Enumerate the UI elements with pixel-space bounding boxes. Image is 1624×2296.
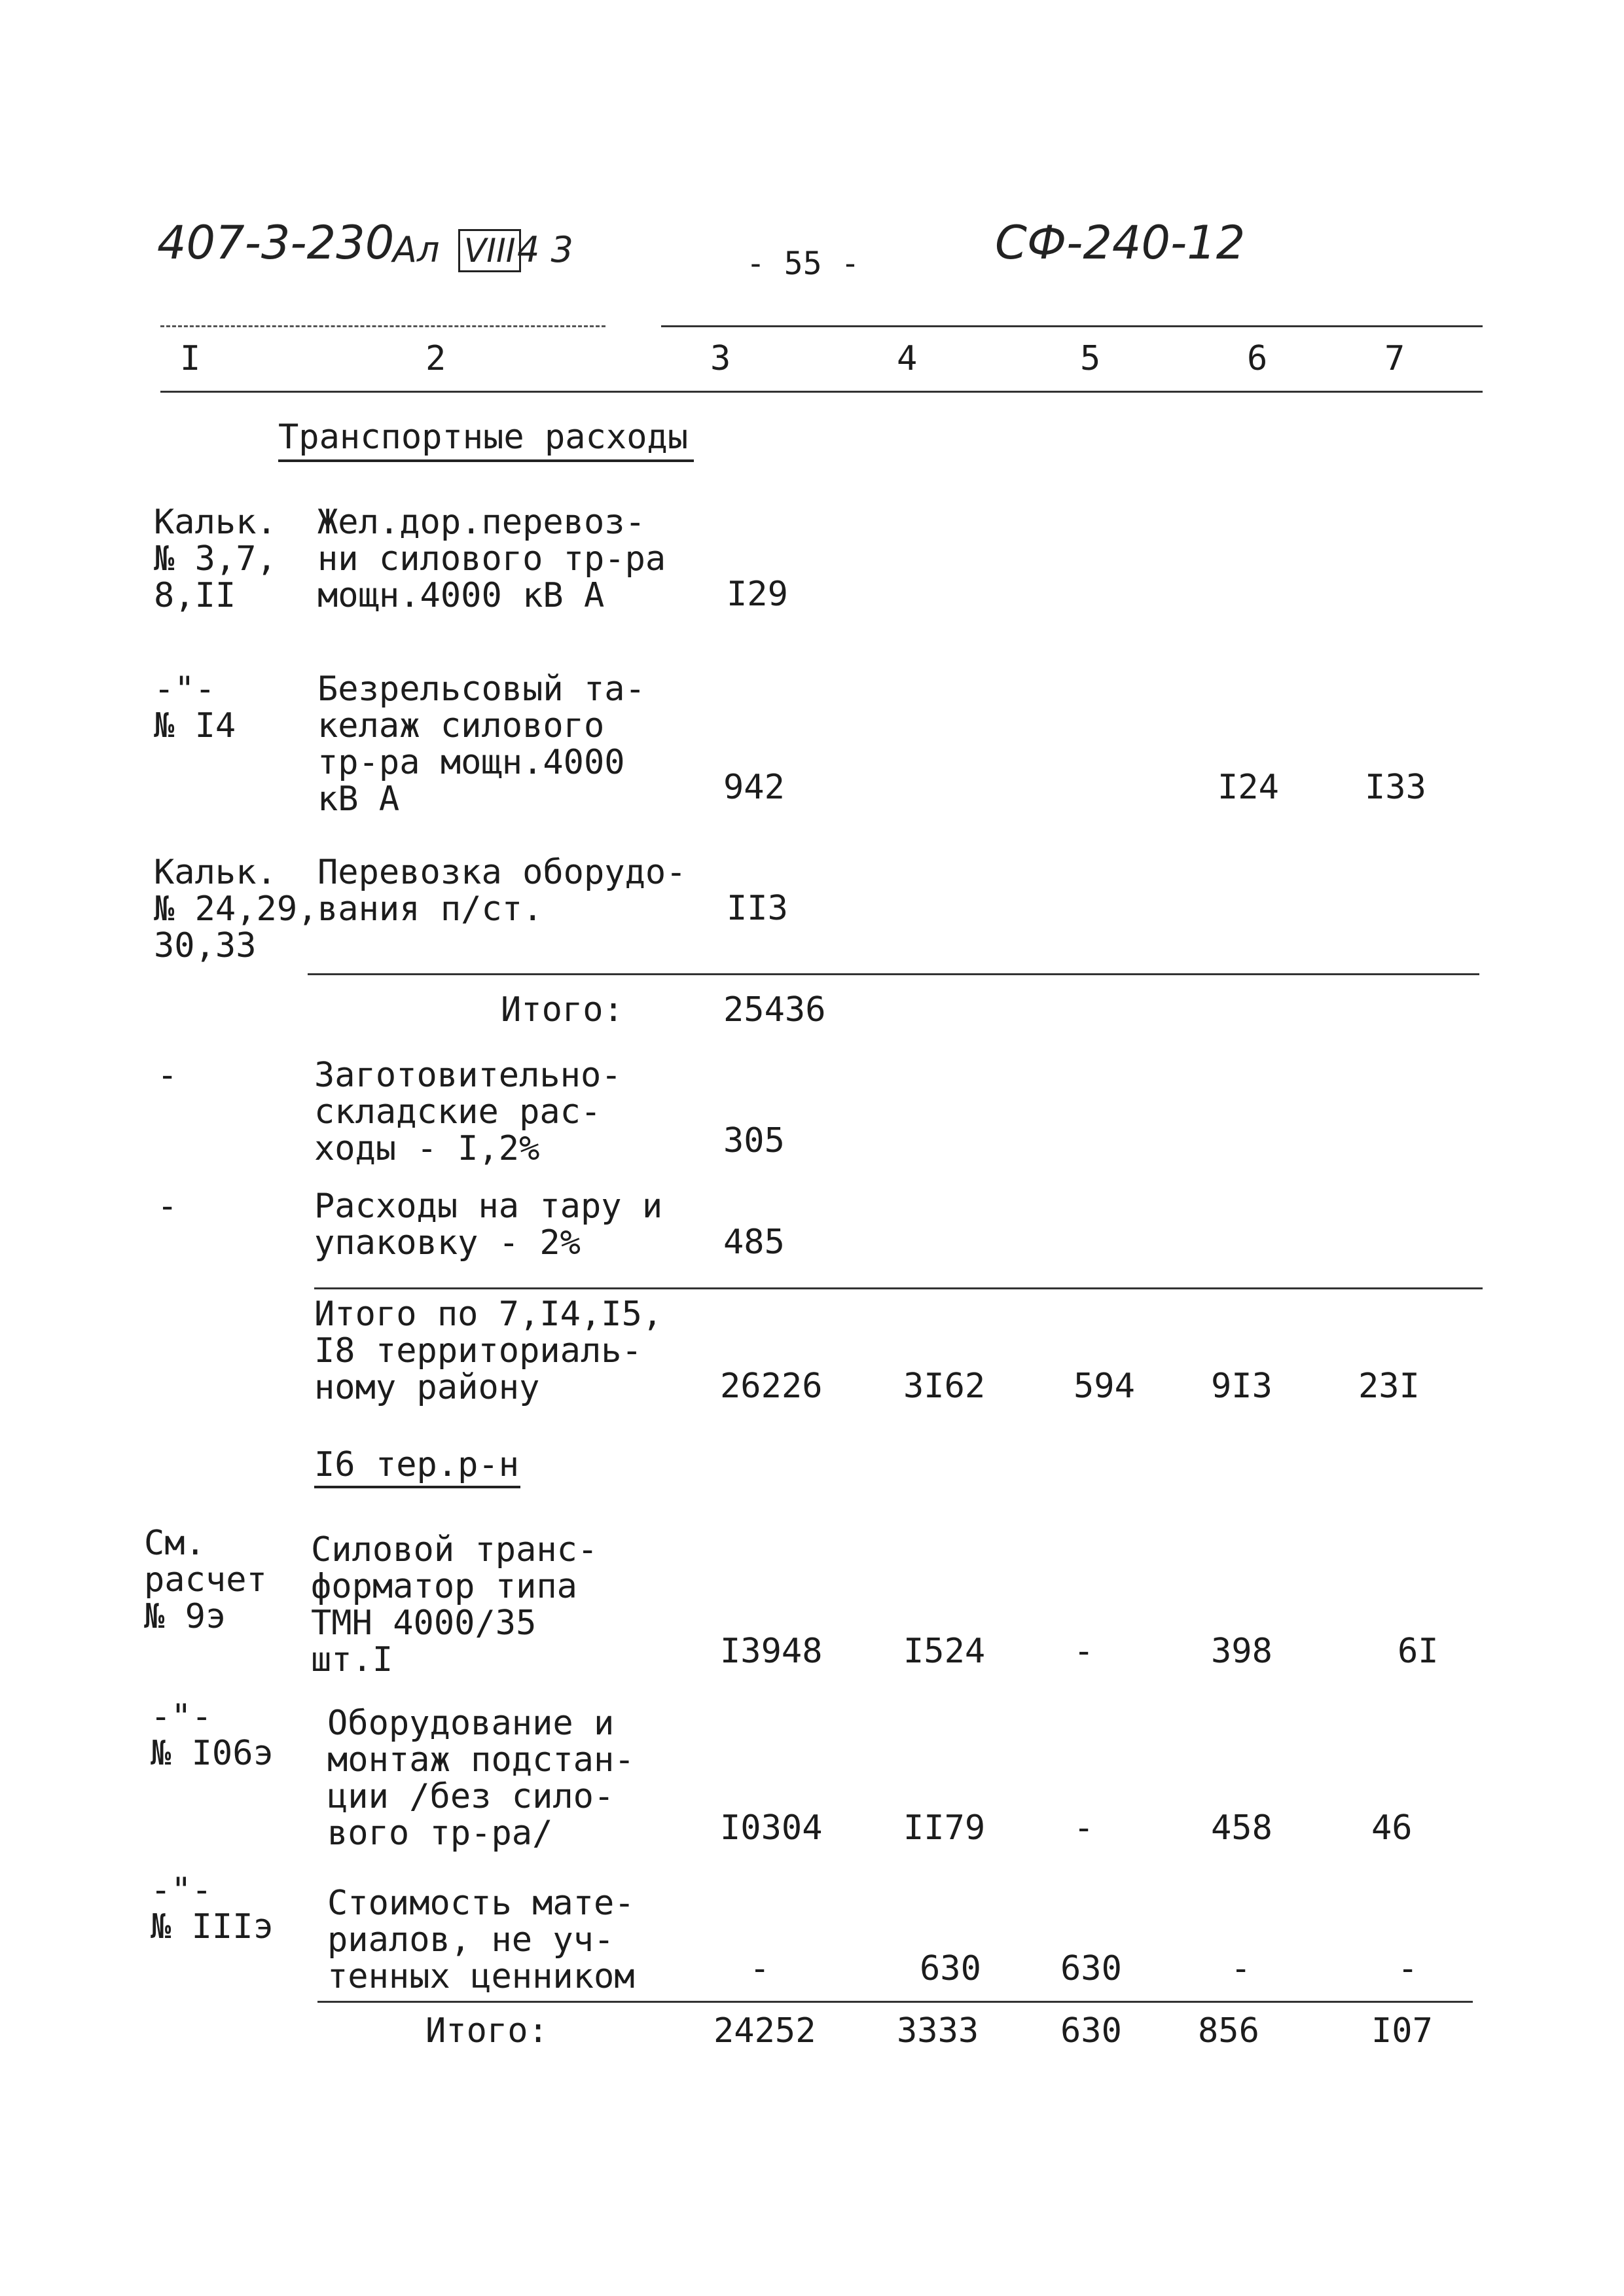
row-value-col5: 594 — [1074, 1367, 1135, 1406]
album-prefix: Ал — [393, 229, 440, 270]
row-description: Безрельсовый та- келаж силового тр-ра мощн.4000 кВ А — [317, 670, 645, 819]
col-header-3: 3 — [710, 339, 731, 378]
row-value-col3: 24252 — [713, 2011, 816, 2051]
row-value-col3: II3 — [727, 889, 788, 928]
row-value-col6: 398 — [1211, 1632, 1272, 1671]
row-description: Оборудование и монтаж подстан- ции /без сило- вого тр-ра/ — [327, 1704, 635, 1853]
row-value-col3: 305 — [723, 1121, 785, 1160]
row-ref: Кальк. № 3,7, 8,II — [154, 503, 277, 615]
row-value-col5: - — [1074, 1632, 1094, 1671]
row-value-col3: 942 — [723, 768, 785, 807]
row-value-col7: 6I — [1398, 1632, 1439, 1671]
row-value-col3: 485 — [723, 1223, 785, 1262]
row-value-col4: 3333 — [897, 2011, 979, 2051]
row-value-col7: I33 — [1365, 768, 1426, 807]
row-value-col7: I07 — [1371, 2011, 1433, 2051]
section-title-underline — [278, 459, 694, 462]
row-ref: - — [157, 1187, 178, 1226]
subtotal-rule — [314, 1287, 1483, 1289]
row-value-col5: 630 — [1060, 1949, 1122, 1988]
row-description: Силовой транс- форматор типа ТМН 4000/35 шт.I — [311, 1530, 598, 1679]
album-roman: VIII — [458, 229, 521, 272]
top-rule-right — [661, 325, 1483, 327]
top-rule-left — [160, 325, 605, 327]
row-ref: См. расчет № 9э — [144, 1524, 267, 1636]
total-rule — [317, 2001, 1473, 2003]
row-description: Расходы на тару и упаковку - 2% — [314, 1187, 663, 1263]
row-value-col6: - — [1231, 1949, 1252, 1988]
col-header-5: 5 — [1080, 339, 1101, 378]
row-description: Перевозка оборудо- вания п/ст. — [317, 853, 687, 929]
row-description: Заготовительно- складские рас- ходы - I,2% — [314, 1056, 622, 1168]
row-total-label: Итого: — [501, 990, 624, 1030]
row-value-col4: 3I62 — [903, 1367, 986, 1406]
row-value-col6: 458 — [1211, 1808, 1272, 1848]
row-ref: -"- № IIIэ — [151, 1871, 274, 1946]
row-value-col7: 46 — [1371, 1808, 1413, 1848]
row-value-col4: I524 — [903, 1632, 986, 1671]
section-title-district: I6 тер.р-н — [314, 1445, 520, 1484]
row-value-col6: I24 — [1218, 768, 1279, 807]
row-value-col3: 25436 — [723, 990, 826, 1030]
row-value-col4: 630 — [920, 1949, 981, 1988]
row-description: Итого по 7,I4,I5, I8 территориаль- ному району — [314, 1295, 663, 1407]
album-suffix: 4 3 — [517, 229, 573, 270]
row-total-label: Итого: — [425, 2011, 549, 2051]
section-title-transport: Транспортные расходы — [278, 418, 689, 457]
subtotal-rule — [308, 973, 1479, 975]
row-value-col3: I0304 — [720, 1808, 823, 1848]
page-number: - 55 - — [746, 245, 860, 282]
doc-number: 407-3-230 — [157, 216, 395, 270]
row-value-col7: 23I — [1358, 1367, 1420, 1406]
row-value-col3: 26226 — [720, 1367, 823, 1406]
row-description: Стоимость мате- риалов, не уч- тенных ценником — [327, 1884, 635, 1996]
col-header-4: 4 — [897, 339, 918, 378]
col-header-1: I — [180, 339, 201, 378]
row-value-col5: 630 — [1060, 2011, 1122, 2051]
row-ref: - — [157, 1056, 178, 1095]
row-description: Жел.дор.перевоз- ни силового тр-ра мощн.4000 кВ А — [317, 503, 666, 615]
row-value-col3: I3948 — [720, 1632, 823, 1671]
row-value-col3: I29 — [727, 575, 788, 614]
col-header-2: 2 — [425, 339, 446, 378]
section-title-underline — [314, 1486, 520, 1488]
row-ref: -"- № I4 — [154, 670, 236, 745]
row-value-col5: - — [1074, 1808, 1094, 1848]
col-header-7: 7 — [1384, 339, 1405, 378]
row-value-col6: 856 — [1198, 2011, 1259, 2051]
row-ref: -"- № I06э — [151, 1697, 274, 1773]
column-header-rule — [160, 391, 1483, 393]
row-value-col7: - — [1398, 1949, 1418, 1988]
row-value-col3: - — [749, 1949, 770, 1988]
row-value-col4: II79 — [903, 1808, 986, 1848]
col-header-6: 6 — [1247, 339, 1268, 378]
row-ref: Кальк. № 24,29, 30,33 — [154, 853, 318, 965]
row-value-col6: 9I3 — [1211, 1367, 1272, 1406]
project-code: СФ-240-12 — [995, 216, 1246, 270]
